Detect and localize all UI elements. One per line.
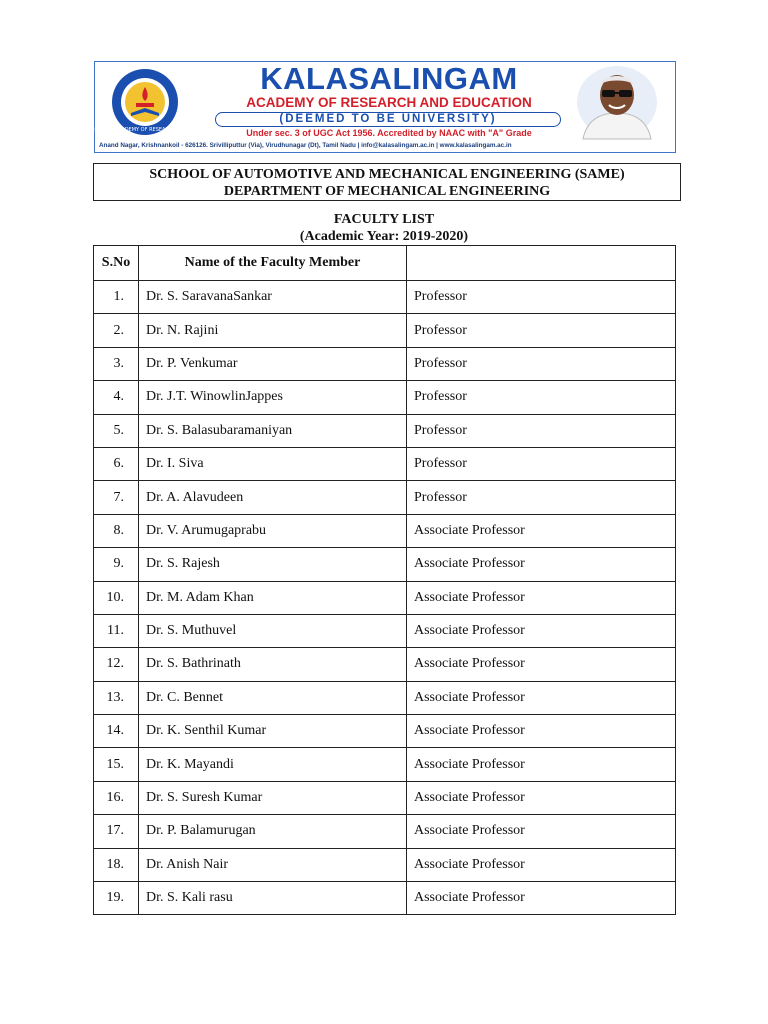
cell-designation: Associate Professor	[407, 748, 676, 781]
cell-faculty-name: Dr. Anish Nair	[139, 848, 407, 881]
cell-faculty-name: Dr. I. Siva	[139, 447, 407, 480]
cell-sno: 7.	[94, 481, 139, 514]
cell-designation: Professor	[407, 414, 676, 447]
cell-faculty-name: Dr. S. SaravanaSankar	[139, 281, 407, 314]
table-row	[94, 681, 676, 714]
cell-sno: 16.	[94, 781, 139, 814]
cell-designation: Associate Professor	[407, 648, 676, 681]
accreditation-line: Under sec. 3 of UGC Act 1956. Accredited by NAAC with "A" Grade	[246, 128, 532, 138]
table-row	[94, 414, 676, 447]
academic-year: (Academic Year: 2019-2020)	[299, 229, 469, 244]
table-row	[94, 748, 676, 781]
faculty-list-heading	[93, 211, 675, 245]
cell-faculty-name: Dr. S. Bathrinath	[139, 648, 407, 681]
cell-designation: Associate Professor	[407, 548, 676, 581]
cell-designation: Professor	[407, 481, 676, 514]
faculty-table-body	[94, 281, 676, 915]
cell-faculty-name: Dr. S. Muthuvel	[139, 614, 407, 647]
cell-sno: 2.	[94, 314, 139, 347]
cell-designation: Professor	[407, 281, 676, 314]
cell-sno: 17.	[94, 815, 139, 848]
cell-faculty-name: Dr. S. Balasubaramaniyan	[139, 414, 407, 447]
cell-faculty-name: Dr. K. Mayandi	[139, 748, 407, 781]
cell-sno: 6.	[94, 447, 139, 480]
header-designation	[407, 246, 676, 281]
cell-designation: Professor	[407, 447, 676, 480]
table-row	[94, 514, 676, 547]
cell-sno: 10.	[94, 581, 139, 614]
cell-designation: Professor	[407, 381, 676, 414]
list-title: FACULTY LIST	[333, 212, 435, 227]
cell-designation: Associate Professor	[407, 781, 676, 814]
cell-faculty-name: Dr. N. Rajini	[139, 314, 407, 347]
seal-ring-text: KALASALINGAM · ACADEMY OF RESEARCH AND EDUCATION	[70, 127, 220, 133]
school-name: SCHOOL OF AUTOMOTIVE AND MECHANICAL ENGINEERING (SAME)	[149, 167, 625, 182]
department-name: DEPARTMENT OF MECHANICAL ENGINEERING	[223, 184, 551, 199]
cell-designation: Associate Professor	[407, 882, 676, 915]
cell-sno: 5.	[94, 414, 139, 447]
cell-faculty-name: Dr. K. Senthil Kumar	[139, 715, 407, 748]
cell-designation: Associate Professor	[407, 815, 676, 848]
table-row	[94, 281, 676, 314]
cell-faculty-name: Dr. M. Adam Khan	[139, 581, 407, 614]
table-row	[94, 447, 676, 480]
faculty-table	[93, 245, 676, 915]
cell-sno: 15.	[94, 748, 139, 781]
cell-faculty-name: Dr. S. Suresh Kumar	[139, 781, 407, 814]
table-header-row	[94, 246, 676, 281]
cell-sno: 8.	[94, 514, 139, 547]
founder-portrait	[569, 65, 665, 139]
cell-designation: Associate Professor	[407, 614, 676, 647]
cell-faculty-name: Dr. P. Balamurugan	[139, 815, 407, 848]
cell-sno: 13.	[94, 681, 139, 714]
cell-sno: 14.	[94, 715, 139, 748]
cell-sno: 19.	[94, 882, 139, 915]
header-name: Name of the Faculty Member	[139, 246, 407, 281]
cell-sno: 12.	[94, 648, 139, 681]
cell-designation: Professor	[407, 314, 676, 347]
cell-sno: 3.	[94, 347, 139, 380]
table-row	[94, 715, 676, 748]
table-row	[94, 581, 676, 614]
table-row	[94, 815, 676, 848]
cell-designation: Associate Professor	[407, 514, 676, 547]
cell-designation: Associate Professor	[407, 715, 676, 748]
cell-sno: 11.	[94, 614, 139, 647]
cell-sno: 4.	[94, 381, 139, 414]
table-row	[94, 848, 676, 881]
address-line: Anand Nagar, Krishnankoil - 626126. Srivilliputtur (Via), Virudhunagar (Dt), Tamil Nadu | info@kalasalingam.ac.in | www.kalasalingam.ac.in	[99, 142, 512, 149]
letterhead-banner	[70, 61, 676, 153]
university-name: KALASALINGAM	[260, 61, 518, 96]
school-header-box	[93, 163, 681, 201]
table-row	[94, 648, 676, 681]
cell-designation: Associate Professor	[407, 848, 676, 881]
table-row	[94, 314, 676, 347]
table-row	[94, 347, 676, 380]
cell-faculty-name: Dr. J.T. WinowlinJappes	[139, 381, 407, 414]
table-row	[94, 548, 676, 581]
cell-designation: Associate Professor	[407, 581, 676, 614]
header-sno: S.No	[94, 246, 139, 281]
cell-faculty-name: Dr. S. Kali rasu	[139, 882, 407, 915]
cell-faculty-name: Dr. P. Venkumar	[139, 347, 407, 380]
university-seal-logo	[70, 67, 220, 137]
cell-sno: 18.	[94, 848, 139, 881]
table-row	[94, 781, 676, 814]
cell-sno: 9.	[94, 548, 139, 581]
cell-designation: Associate Professor	[407, 681, 676, 714]
cell-sno: 1.	[94, 281, 139, 314]
table-row	[94, 381, 676, 414]
cell-faculty-name: Dr. V. Arumugaprabu	[139, 514, 407, 547]
cell-faculty-name: Dr. S. Rajesh	[139, 548, 407, 581]
cell-designation: Professor	[407, 347, 676, 380]
cell-faculty-name: Dr. C. Bennet	[139, 681, 407, 714]
university-subtitle: ACADEMY OF RESEARCH AND EDUCATION	[246, 95, 532, 110]
table-row	[94, 481, 676, 514]
cell-faculty-name: Dr. A. Alavudeen	[139, 481, 407, 514]
table-row	[94, 614, 676, 647]
deemed-university-badge: (DEEMED TO BE UNIVERSITY)	[215, 112, 561, 127]
table-row	[94, 882, 676, 915]
